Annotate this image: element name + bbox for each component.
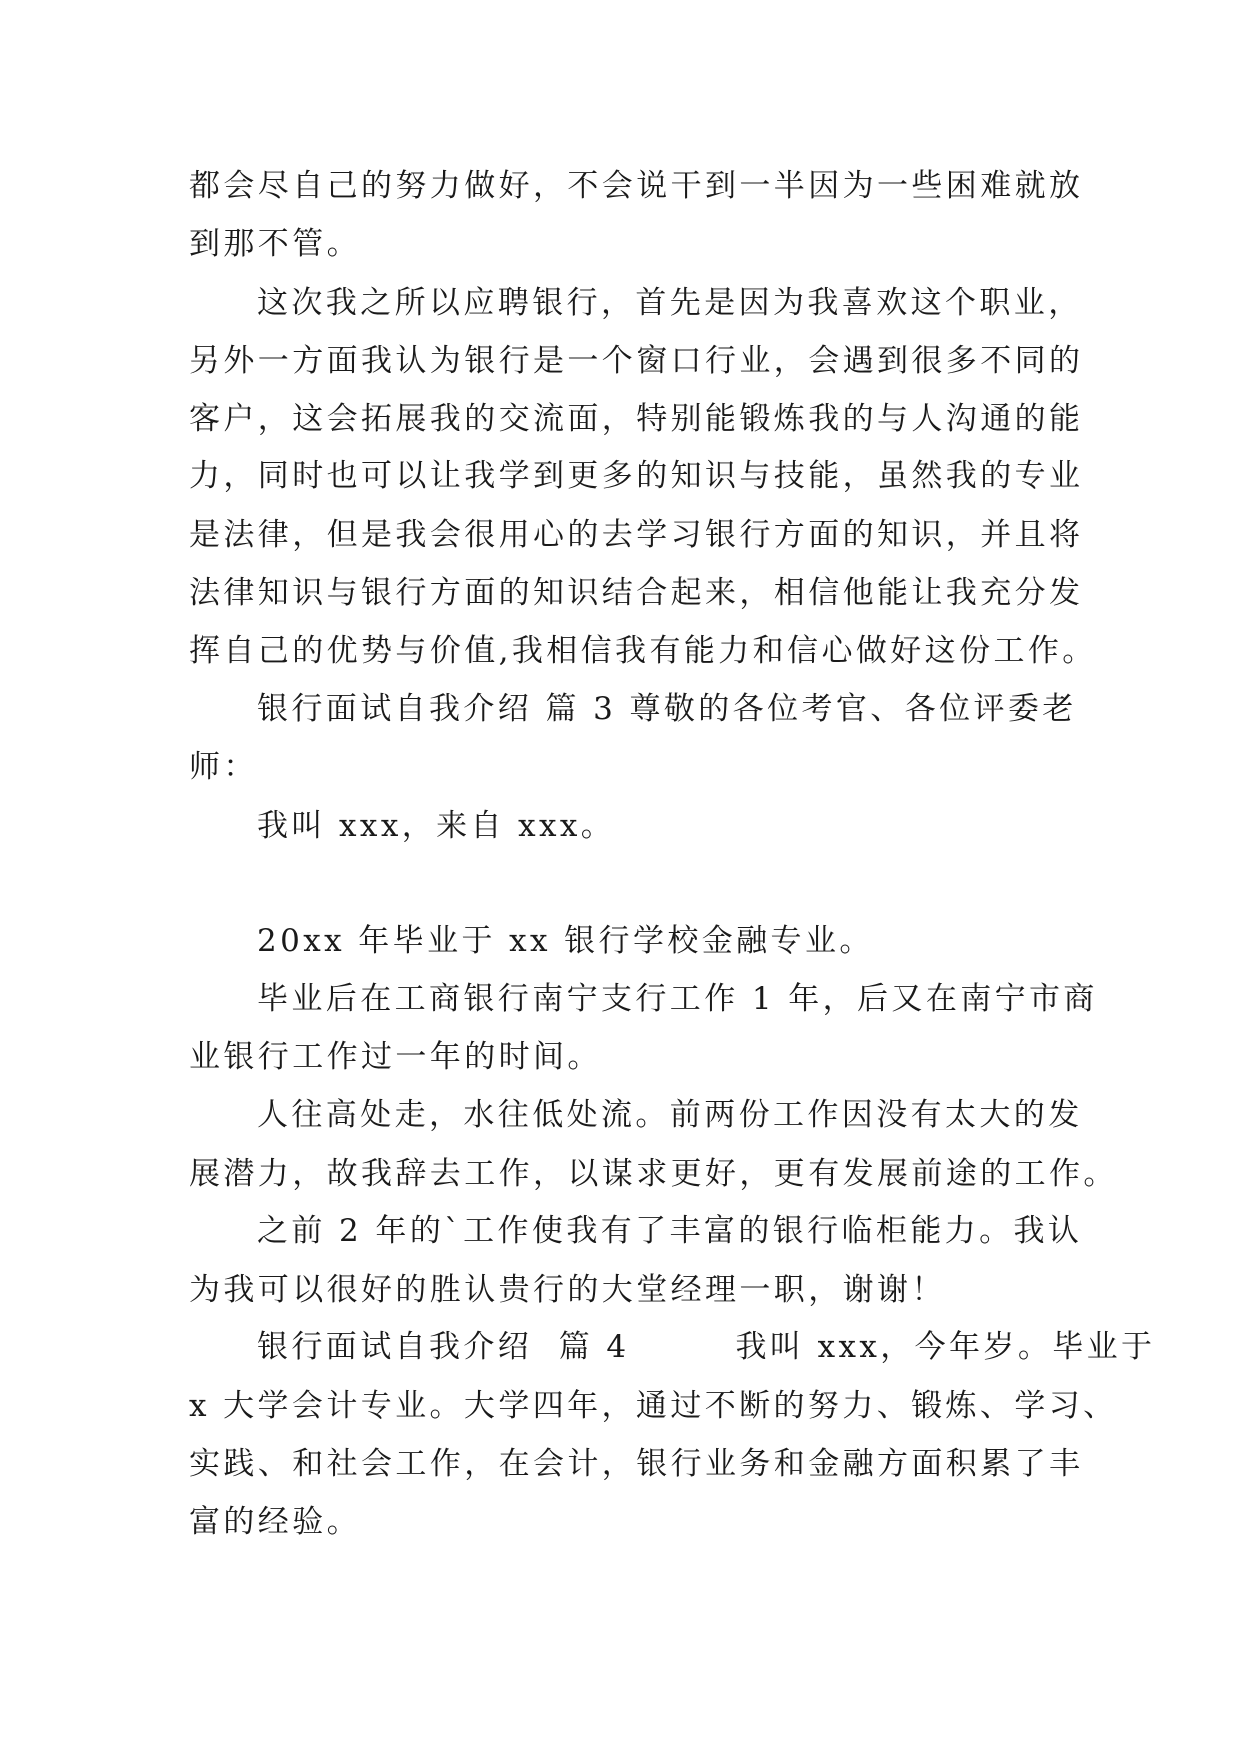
text-line: x 大学会计专业。大学四年，通过不断的努力、锻炼、学习、 xyxy=(189,1388,1118,1424)
text-line: 人往高处走，水往低处流。前两份工作因没有太大的发 xyxy=(257,1097,1083,1133)
text-line: 毕业后在工商银行南宁支行工作 1 年，后又在南宁市商 xyxy=(257,981,1098,1017)
text-line: 为我可以很好的胜认贵行的大堂经理一职，谢谢！ xyxy=(189,1272,946,1308)
text-line: 到那不管。 xyxy=(189,226,361,262)
text-line: 20xx 年毕业于 xx 银行学校金融专业。 xyxy=(257,923,874,959)
text-line: 富的经验。 xyxy=(189,1504,361,1540)
text-line: 挥自己的优势与价值,我相信我有能力和信心做好这份工作。 xyxy=(189,633,1097,669)
text-line: 另外一方面我认为银行是一个窗口行业，会遇到很多不同的 xyxy=(189,343,1084,379)
text-line: 展潜力，故我辞去工作，以谋求更好，更有发展前途的工作。 xyxy=(189,1156,1118,1192)
text-line: 业银行工作过一年的时间。 xyxy=(189,1039,602,1075)
text-line: 我叫 xxx，来自 xxx。 xyxy=(257,808,616,844)
text-line: 师： xyxy=(189,749,258,785)
text-line: 法律知识与银行方面的知识结合起来，相信他能让我充分发 xyxy=(189,575,1084,611)
section-heading-line: 银行面试自我介绍 篇 4 我叫 xxx，今年岁。毕业于 xyxy=(257,1329,1156,1365)
text-line: 是法律，但是我会很用心的去学习银行方面的知识，并且将 xyxy=(189,517,1084,553)
text-line: 这次我之所以应聘银行，首先是因为我喜欢这个职业， xyxy=(257,285,1083,321)
text-line: 客户，这会拓展我的交流面，特别能锻炼我的与人沟通的能 xyxy=(189,401,1084,437)
section-heading-line: 银行面试自我介绍 篇 3 尊敬的各位考官、各位评委老 xyxy=(257,691,1077,727)
text-line: 都会尽自己的努力做好，不会说干到一半因为一些困难就放 xyxy=(189,168,1084,204)
text-line: 实践、和社会工作，在会计，银行业务和金融方面积累了丰 xyxy=(189,1446,1084,1482)
text-line: 力，同时也可以让我学到更多的知识与技能，虽然我的专业 xyxy=(189,458,1084,494)
text-line: 之前 2 年的`工作使我有了丰富的银行临柜能力。我认 xyxy=(257,1213,1083,1249)
